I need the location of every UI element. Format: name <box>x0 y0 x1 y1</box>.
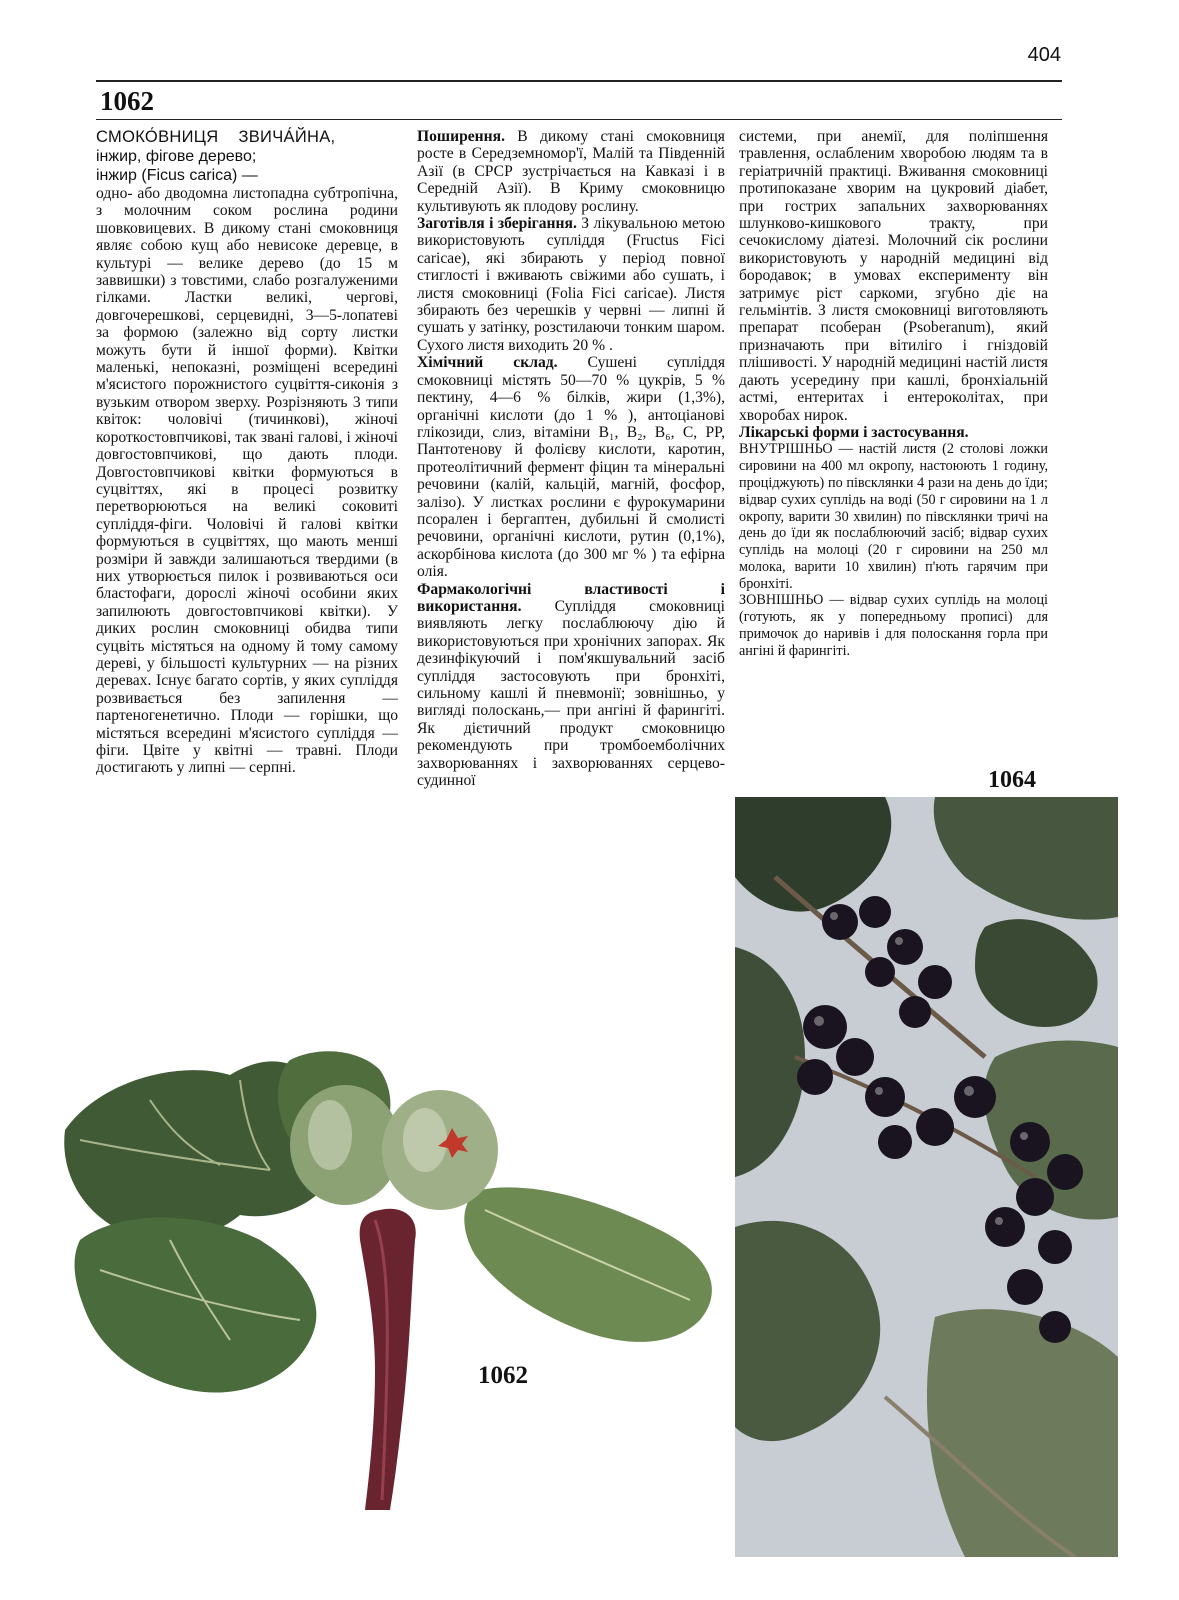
section-heading: Хімічний склад. <box>417 354 558 372</box>
section-text: В дикому стані смоковниця росте в Середземномор'ї, Малій та Південній Азії (в СРСР зустрічається на Кавказі і в Середній Азії). В Криму смоковницю культивують як плодову рослину. <box>417 128 725 215</box>
internal-use: ВНУТРІШНЬО — настій листя (2 столові ложки сировини на 400 мл окропу, настоюють 1 годину, проціджують) по півсклянки 4 рази на день до їди; відвар сухих суплідь на воді (50 г сировини на 1 л окропу, варити 30 хвилин) по півсклянки тричі на день до їди як послаблюючий засіб; відвар сухих суплідь на молоці (20 г сировини на 250 мл молока, варити 10 хвилин) п'ють гарячим при бронхіті. <box>739 441 1048 592</box>
section-heading: Поширення. <box>417 128 505 145</box>
external-use: ЗОВНІШНЬО — відвар сухих суплідь на молоці (готують, як у попередньому прописі) для примочок до наривів і для полоскання горла при ангіні й фарингіті. <box>739 592 1048 659</box>
top-rule <box>96 80 1062 82</box>
pharmacology-continued: системи, при анемії, для поліпшення травлення, ослабленим хворобою людям та в геріатричній практиці. Вживання смоковниці протипоказане хворим на цукровий діабет, при гострих запальних захворюваннях шлунково-кишкового тракту, при сечокислому діатезі. Молочний сік рослини використовують у народній медицині від бородавок; в умовах експерименту він затримує ріст саркоми, згубно діє на гельмінтів. З листя смоковниці виготовляють препарат псоберан (Psoberanum), який призначають при вітиліго і гніздовій плішивості. У народній медицині настій листя дають усередину при кашлі, бронхіальній астмі, ентеритах і ентероколітах, при хворобах нирок. <box>739 128 1048 424</box>
column-1 <box>96 128 398 777</box>
section-heading: Заготівля і зберігання. <box>417 215 577 233</box>
section-heading: Фармакологічні властивості і використання. <box>417 580 725 615</box>
fig-illustration <box>60 1040 730 1520</box>
section-distribution <box>417 128 725 215</box>
section-pharmacology <box>417 581 725 790</box>
title-word-2: ЗВИЧА́ЙНА, <box>238 128 336 146</box>
entry-number: 1062 <box>100 86 154 116</box>
section-text: З лікувальною метою використовують супліддя (Fructus Fici caricae), які збирають у період повної стиглості і вживають свіжими або сушать, і листя смоковниці (Folia Fici caricae). Листя збирають без черешків у червні — липні й сушать у затінку, розстилаючи тонким шаром. Сухого листя виходить 20 % . <box>417 215 725 354</box>
fig-leaf <box>75 1218 317 1393</box>
currant-image-label: 1064 <box>988 767 1036 793</box>
header-rule <box>96 119 1062 120</box>
entry-subtitle-1: інжир, фігове дерево; <box>96 148 257 165</box>
fig-image-label: 1062 <box>478 1362 528 1389</box>
title-word-1: СМОКО́ВНИЦЯ <box>96 128 219 146</box>
entry-title <box>96 128 398 147</box>
entry-description: одно- або дводомна листопадна субтропічна, з молочним соком рослина родини шовковицевих. В дикому стані смоковниця являє собою кущ або невисоке деревце, в культурі — велике дерево (до 15 м заввишки) з товстими, слабо розгалуженими гілками. Ластки великі, чергові, довгочерешкові, серцевидні, 3—5-лопатеві за формою (залежно від сорту листки можуть бути й іншої форми). Квітки маленькі, непоказні, розміщені всередині м'ясистого порожнистого суцвіття-сиконія з вузьким отвором зверху. Розрізняють 3 типи квіток: чоловічі (тичинкові), жіночі короткостовпчикові, так звані галові, і жіночі довгостовпчикові, що дають плоди. Довгостовпчикові квітки формуються в суцвіттях, які в процесі розвитку перетворюються на великі соковиті супліддя-фіги. Чоловічі й галові квітки формуються в суцвіттях, що мають менші розміри й завжди залишаються твердими (в них утворюється пилок і розвиваються оси бластофаги, дорослі жіночі особини яких запилюють довгостовпчикові квітки). У диких рослин смоковниці обидва типи суцвіть містяться на одному й тому самому дереві, у більшості культурних — на різних деревах. Існує багато сортів, у яких супліддя розвивається без запилення — партеногенетично. Плоди — горішки, що містяться всередині м'ясистого супліддя — фіги. Цвіте у квітні — травні. Плоди достигають у липні — серпні. <box>96 185 398 777</box>
page-number: 404 <box>1027 44 1061 66</box>
currant-photo <box>735 797 1118 1557</box>
section-harvesting <box>417 215 725 354</box>
forms-heading: Лікарські форми і застосування. <box>739 423 969 441</box>
entry-subtitle-2: інжир (Ficus carica) — <box>96 167 258 184</box>
section-chemistry <box>417 354 725 580</box>
section-text: Сушені супліддя смоковниці містять 50—70 % цукрів, 5 % пектину, 4—6 % білків, жири (1,3%), органічні кислоти (до 1 % ), антоціанові глікозиди, слиз, вітаміни B₁, B₂, B₆, C, PP, Пантотенову й фолієву кислоти, каротин, протеолітичний фермент фіцин та мінеральні речовини (калій, кальцій, магній, фосфор, залізо). У листках рослини є фурокумарини псорален і бергаптен, дубильні й смолисті речовини, органічні кислоти, рутин (0,1%), аскорбінова кислота (до 300 мг % ) та ефірна олія. <box>417 354 725 581</box>
section-text: Супліддя смоковниці виявляють легку послаблюючу дію й використовуються при хронічних запорах. Як дезинфікуючий і пом'якшувальний засіб супліддя застосовують при бронхіті, сильному кашлі й пневмонії; зовнішньо, у вигляді полоскань,— при ангіні й фарингіті. Як дієтичний продукт смоковницю рекомендують при тромбоемболічних захворюваннях і захворюваннях серцево-судинної <box>417 597 725 790</box>
fig-leaf <box>464 1187 712 1342</box>
column-2 <box>417 128 725 789</box>
column-3 <box>739 128 1048 660</box>
